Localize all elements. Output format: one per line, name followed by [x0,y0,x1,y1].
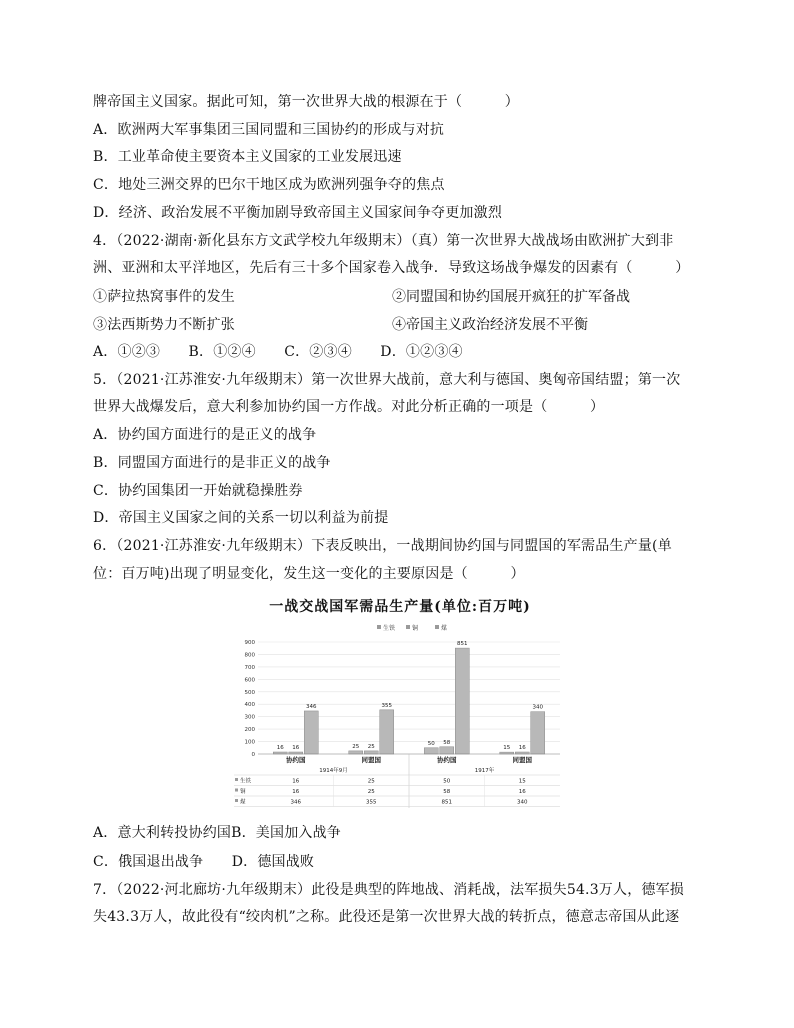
data-label-煤-2: 851 [457,641,468,648]
q5-stem-2: 世界大战爆发后，意大利参加协约国一方作战。对此分析正确的一项是（ ） [93,399,605,415]
group-label-1: 1917年 [474,768,495,774]
q6-stem-2: 位：百万吨)出现了明显变化，发生这一变化的主要原因是（ ） [93,566,525,582]
table-cell-0-1: 25 [367,778,375,785]
q5-option-b: B．同盟国方面进行的是非正义的战争 [93,455,331,471]
table-cell-1-2: 58 [443,789,451,795]
y-tick-1: 100 [244,739,255,746]
data-label-生铁-1: 25 [352,743,360,750]
y-tick-6: 600 [244,677,255,684]
q5-option-a: A．协约国方面进行的是正义的战争 [93,427,317,443]
y-tick-9: 900 [244,640,255,646]
table-cell-2-1: 355 [366,799,377,806]
q4-stem-2: 洲、亚洲和太平洋地区，先后有三十多个国家卷入战争．导致这场战争爆发的因素有（ ） [93,260,690,276]
data-label-铜-3: 16 [518,745,526,752]
bar-煤-0 [304,711,318,754]
table-cell-2-3: 340 [517,799,528,806]
table-cell-2-0: 346 [290,799,301,806]
data-label-生铁-3: 15 [503,745,511,752]
q6-options-line-1: A．意大利转投协约国B．美国加入战争 [93,825,341,841]
q5-option-d: D．帝国主义国家之间的关系一切以利益为前提 [93,510,389,526]
data-label-铜-1: 25 [367,743,375,750]
table-series-label-2: 煤 [240,799,246,806]
category-label-3: 同盟国 [512,756,532,764]
bar-铜-2 [440,747,454,754]
q5-stem-1: 5．（2021·江苏淮安·九年级期末）第一次世界大战前，意大利与德国、奥匈帝国结盟；第一次 [93,372,681,388]
y-tick-3: 300 [244,714,255,721]
table-cell-1-3: 16 [518,789,526,795]
table-cell-1-1: 25 [367,789,375,795]
y-tick-7: 700 [244,664,255,671]
q3-option-c: C．地处三洲交界的巴尔干地区成为欧洲列强争夺的焦点 [93,177,445,193]
data-label-铜-0: 16 [292,745,300,752]
table-cell-0-2: 50 [443,778,451,785]
data-label-煤-3: 340 [532,704,543,711]
bar-生铁-1 [349,751,363,754]
q4-stem-1: 4．（2022·湖南·新化县东方文武学校九年级期末）（真）第一次世界大战战场由欧洲扩大到非 [93,233,674,249]
q6-options-line-2: C．俄国退出战争 D．德国战败 [93,854,315,870]
group-label-0: 1914年9月 [319,768,348,774]
table-series-label-1: 铜 [240,789,246,795]
y-tick-0: 0 [251,752,255,758]
data-label-生铁-0: 16 [276,745,284,752]
q3-option-a: A．欧洲两大军事集团三国同盟和三国协约的形成与对抗 [93,122,445,138]
text-line-1: 牌帝国主义国家。据此可知，第一次世界大战的根源在于（ ） [93,94,519,110]
y-tick-4: 400 [244,702,255,709]
legend-swatch-2 [435,625,439,629]
q5-option-c: C．协约国集团一开始就稳操胜券 [93,483,303,499]
table-series-label-0: 生铁 [240,778,252,785]
bar-煤-3 [531,712,545,754]
y-tick-2: 200 [244,727,255,734]
data-label-煤-0: 346 [306,703,317,710]
y-tick-5: 500 [244,689,255,696]
q3-option-d: D．经济、政治发展不平衡加剧导致帝国主义国家间争夺更加激烈 [93,205,503,221]
q4-item-1: ①萨拉热窝事件的发生 [93,289,235,305]
table-cell-2-2: 851 [441,799,452,806]
q4-choices: A．①②③ B．①②④ C．②③④ D．①②③④ [93,344,463,360]
data-label-生铁-2: 50 [427,740,435,747]
bar-生铁-2 [424,748,438,754]
q4-item-4: ④帝国主义政治经济发展不平衡 [392,317,588,333]
table-swatch-0 [235,778,238,781]
q6-stem-1: 6．（2021·江苏淮安·九年级期末）下表反映出，一战期间协约国与同盟国的军需品生产量(单 [93,538,672,554]
q7-stem-2: 失43.3万人，故此役有“绞肉机”之称。此役还是第一次世界大战的转折点，德意志帝国从此逐 [93,909,680,925]
legend-label-2: 煤 [441,625,448,632]
bar-煤-1 [380,710,394,754]
chart-svg [234,620,566,820]
table-cell-0-3: 15 [518,778,526,785]
q4-item-2: ②同盟国和协约国展开疯狂的扩军备战 [392,289,630,305]
chart-title: 一战交战国军需品生产量(单位:百万吨) [269,599,531,615]
y-tick-8: 800 [244,652,255,659]
legend-label-1: 铜 [412,625,419,632]
table-swatch-1 [235,789,238,792]
legend-swatch-0 [377,625,381,629]
bar-煤-2 [455,648,469,754]
table-swatch-2 [235,799,238,802]
q7-stem-1: 7．（2022·河北廊坊·九年级期末）此役是典型的阵地战、消耗战，法军损失54.3万人，德军损 [93,882,685,898]
bar-铜-1 [364,751,378,754]
legend-label-0: 生铁 [383,625,396,632]
legend-swatch-1 [406,625,410,629]
category-label-2: 协约国 [437,756,457,764]
category-label-1: 同盟国 [361,756,381,764]
munitions-chart [234,596,566,816]
category-label-0: 协约国 [286,756,306,764]
q3-option-b: B．工业革命使主要资本主义国家的工业发展迅速 [93,149,402,165]
q4-item-3: ③法西斯势力不断扩张 [93,317,235,333]
data-label-煤-1: 355 [381,702,392,709]
data-label-铜-2: 58 [443,739,451,746]
table-cell-0-0: 16 [292,778,300,785]
table-cell-1-0: 16 [292,789,300,795]
